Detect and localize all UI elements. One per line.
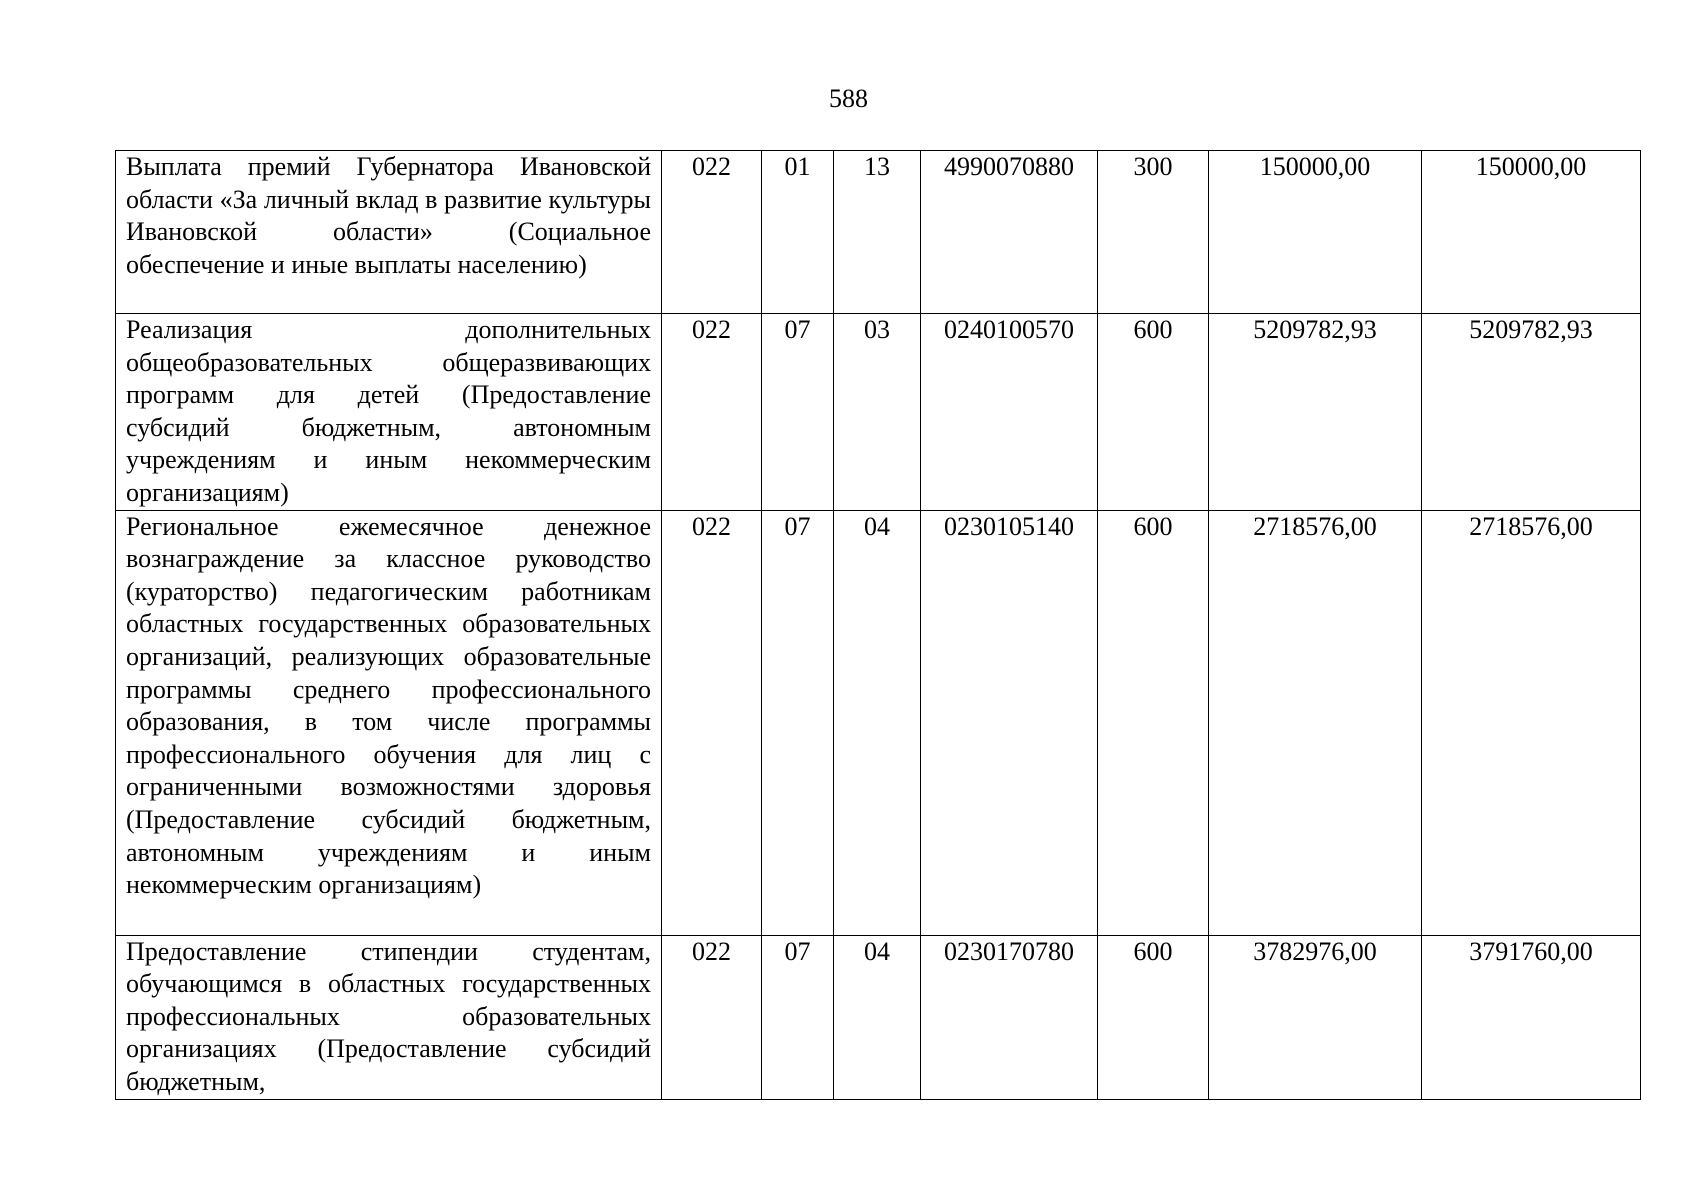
- row-description: Реализация дополнительных общеобразовательных общеразвивающих программ для детей (Предоставление субсидий бюджетным, автономным учреждениям и иным некоммерческим организациям): [116, 314, 662, 511]
- expense-type-code: 600: [1098, 314, 1209, 511]
- subsection-code: 13: [834, 151, 921, 314]
- target-article-code: 0240100570: [921, 314, 1098, 511]
- subsection-code: 04: [834, 935, 921, 1099]
- table-row: [116, 935, 1641, 1099]
- section-code: 01: [762, 151, 834, 314]
- grbs-code: 022: [662, 510, 762, 935]
- amount-year-1: 5209782,93: [1209, 314, 1422, 511]
- budget-table: [115, 150, 1641, 1100]
- subsection-code: 03: [834, 314, 921, 511]
- amount-year-1: 2718576,00: [1209, 510, 1422, 935]
- row-description: Региональное ежемесячное денежное вознаграждение за классное руководство (кураторство) педагогическим работникам областных государственных образовательных организаций, реализующих образовательные программы среднего профессионального образования, в том числе программы профессионального обучения для лиц с ограниченными возможностями здоровья (Предоставление субсидий бюджетным, автономным учреждениям и иным некоммерческим организациям): [116, 510, 662, 935]
- amount-year-2: 150000,00: [1422, 151, 1641, 314]
- target-article-code: 4990070880: [921, 151, 1098, 314]
- page-number: 588: [829, 84, 868, 113]
- table-row: [116, 314, 1641, 511]
- section-code: 07: [762, 935, 834, 1099]
- target-article-code: 0230170780: [921, 935, 1098, 1099]
- amount-year-1: 3782976,00: [1209, 935, 1422, 1099]
- target-article-code: 0230105140: [921, 510, 1098, 935]
- amount-year-2: 3791760,00: [1422, 935, 1641, 1099]
- expense-type-code: 600: [1098, 935, 1209, 1099]
- amount-year-1: 150000,00: [1209, 151, 1422, 314]
- section-code: 07: [762, 314, 834, 511]
- grbs-code: 022: [662, 935, 762, 1099]
- table-row: [116, 151, 1641, 314]
- expense-type-code: 600: [1098, 510, 1209, 935]
- grbs-code: 022: [662, 151, 762, 314]
- row-description: Выплата премий Губернатора Ивановской области «За личный вклад в развитие культуры Ивановской области» (Социальное обеспечение и иные выплаты населению): [116, 151, 662, 314]
- subsection-code: 04: [834, 510, 921, 935]
- expense-type-code: 300: [1098, 151, 1209, 314]
- grbs-code: 022: [662, 314, 762, 511]
- amount-year-2: 2718576,00: [1422, 510, 1641, 935]
- amount-year-2: 5209782,93: [1422, 314, 1641, 511]
- section-code: 07: [762, 510, 834, 935]
- row-description: Предоставление стипендии студентам, обучающимся в областных государственных профессиональных образовательных организациях (Предоставление субсидий бюджетным,: [116, 935, 662, 1099]
- table-row: [116, 510, 1641, 935]
